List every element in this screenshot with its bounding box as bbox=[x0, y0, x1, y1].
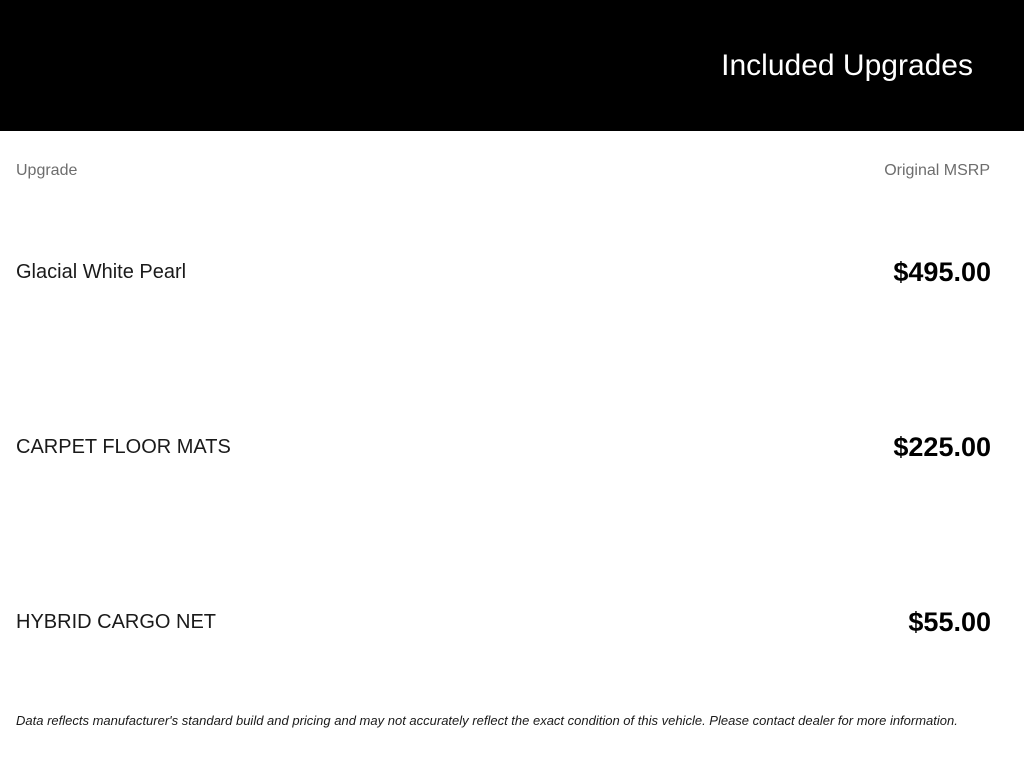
upgrade-name: CARPET FLOOR MATS bbox=[16, 436, 231, 458]
table-row bbox=[0, 360, 1024, 535]
upgrade-name: HYBRID CARGO NET bbox=[16, 611, 217, 633]
table-header-row bbox=[0, 131, 1024, 179]
upgrade-msrp: $495.00 bbox=[893, 257, 991, 287]
column-header-original-msrp: Original MSRP bbox=[884, 162, 990, 179]
header-banner bbox=[0, 0, 1024, 131]
page-title: Included Upgrades bbox=[721, 49, 973, 82]
table-row bbox=[0, 535, 1024, 710]
disclaimer-text: Data reflects manufacturer's standard build and pricing and may not accurately reflect the exact condition of this vehicle. Please contact dealer for more information. bbox=[16, 713, 958, 728]
upgrade-msrp: $225.00 bbox=[893, 432, 991, 462]
upgrade-name: Glacial White Pearl bbox=[16, 261, 187, 283]
upgrade-list bbox=[0, 185, 1024, 710]
upgrade-msrp: $55.00 bbox=[908, 607, 991, 637]
table-row bbox=[0, 185, 1024, 360]
column-header-upgrade: Upgrade bbox=[16, 162, 78, 179]
